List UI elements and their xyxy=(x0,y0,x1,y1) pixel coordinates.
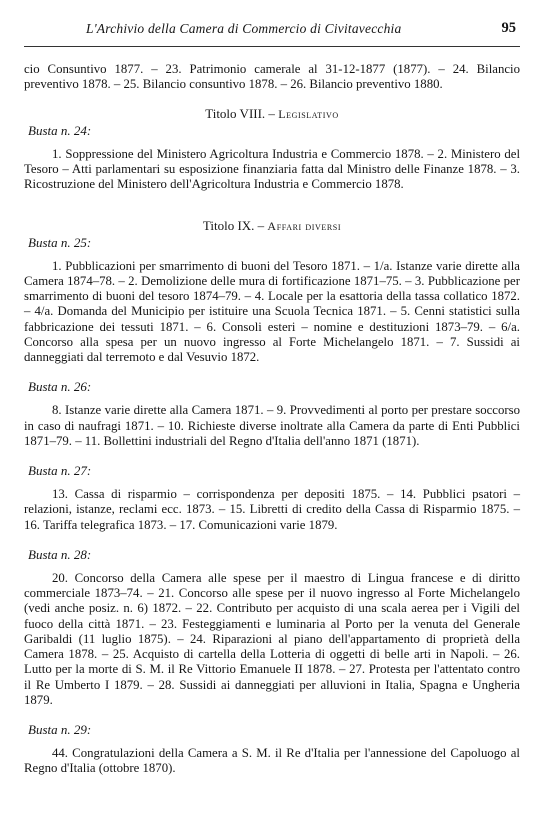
section-title-prefix: Titolo VIII. – xyxy=(205,106,279,122)
document-body xyxy=(24,62,520,777)
section-title-name: Legislativo xyxy=(278,107,339,122)
page-header xyxy=(24,16,520,47)
running-title: L'Archivio della Camera di Commercio di Civitavecchia xyxy=(86,21,402,36)
busta-entries: 1. Pubblicazioni per smarrimento di buoni del Tesoro 1871. – 1/a. Istanze varie dirette alla Camera 1874–78. – 2. Demolizione delle mura di fortificazione 1871–75. – 3. Pubblicazione per smarrimento di buoni del tesoro 1874–79. – 4. Locale per la esattoria della tassa collatico 1872. – 4/a. Domanda del Municipio per istituire una Scuola Tecnica 1871. – 5. Cenni statistici sulla fabbricazione dei tessuti 1871. – 6. Consoli esteri – nomine e destituzioni 1873–79. – 6/a. Concorso alla spesa per un nuovo ingresso al Forte Michelangelo 1871. – 7. Sussidi ai danneggiati dal terremoto e dal Vesuvio 1872. xyxy=(24,258,520,365)
busta-entries: 20. Concorso della Camera alle spese per il maestro di Lingua francese e di diritto commerciale 1873–74. – 21. Concorso alle spese per il nuovo ingresso al Forte Michelangelo (vedi anche posiz. n. 6) 1872. – 22. Contributo per acquisto di una scala aerea per i Vigili del fuoco della città 1871. – 23. Festeggiamenti e luminaria al Porto per la venuta del Generale Garibaldi (11 luglio 1875). – 24. Riparazioni al piano dell'appartamento di proprietà della Camera 1878. – 25. Acquisto di cartella della Lotteria di oggetti di belle arti in Napoli. – 26. Lutto per la morte di S. M. il Re Vittorio Emanuele II 1878. – 27. Protesta per l'attentato contro il Re Umberto I 1879. – 28. Sussidi ai danneggiati per alluvioni in Italia, Spagna e Ungheria 1879. xyxy=(24,571,520,707)
opening-paragraph: cio Consuntivo 1877. – 23. Patrimonio camerale al 31-12-1877 (1877). – 24. Bilancio preventivo 1878. – 25. Bilancio consuntivo 1878. – 26. Bilancio preventivo 1880. xyxy=(24,62,520,92)
busta-entries: 8. Istanze varie dirette alla Camera 1871. – 9. Provvedimenti al porto per prestare soccorso in caso di naufragi 1871. – 10. Richieste diverse inoltrate alla Camera da parte di Enti Pubblici 1871–79. – 11. Bollettini industriali del Regno d'Italia dell'anno 1871 (1871). xyxy=(24,403,520,448)
busta-label: Busta n. 27: xyxy=(28,463,92,479)
busta-label: Busta n. 25: xyxy=(28,234,92,250)
section-title-legislativo xyxy=(24,106,520,122)
busta-entries: 1. Soppressione del Ministero Agricoltura Industria e Commercio 1878. – 2. Ministero del Tesoro – Atti parlamentari su esposizione finanziaria fatta dal Ministro delle Finanze 1878. – 3. Ricostruzione del Ministero dell'Agricoltura Industria e Commercio 1878. xyxy=(24,146,520,192)
busta-label: Busta n. 28: xyxy=(28,546,92,562)
busta-label: Busta n. 29: xyxy=(28,721,92,737)
busta-label: Busta n. 26: xyxy=(28,379,92,395)
section-title-affari-diversi xyxy=(24,218,520,234)
busta-entries: 44. Congratulazioni della Camera a S. M. il Re d'Italia per l'annessione del Capoluogo al Regno d'Italia (ottobre 1870). xyxy=(24,746,520,776)
section-title-prefix: Titolo IX. – xyxy=(202,218,268,234)
page-number: 95 xyxy=(501,20,516,36)
busta-entries: 13. Cassa di risparmio – corrispondenza per depositi 1875. – 14. Pubblici psatori – relazioni, istanze, reclami ecc. 1873. – 15. Libretti di credito della Cassa di Risparmio 1875. – 16. Tariffa telegrafica 1873. – 17. Comunicazioni varie 1879. xyxy=(24,487,520,532)
busta-label: Busta n. 24: xyxy=(28,122,92,138)
section-title-name: Affari diversi xyxy=(267,219,342,234)
